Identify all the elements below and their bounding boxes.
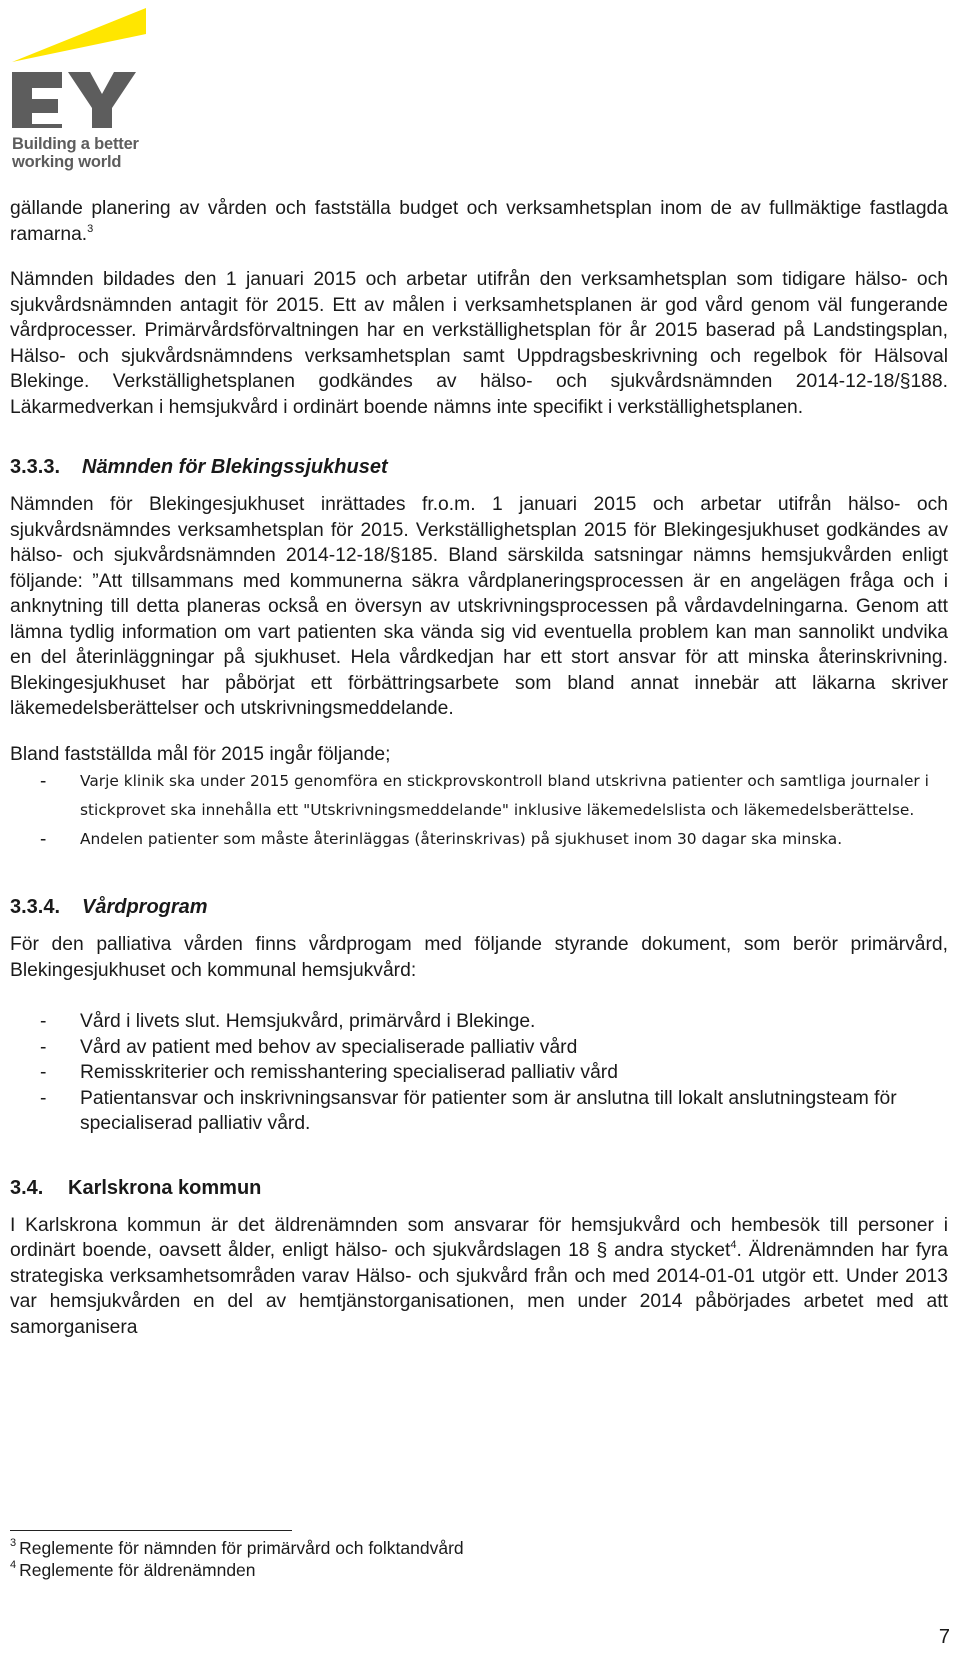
list-item: - Andelen patienter som måste återinläggas (återinskrivas) på sjukhuset inom 30 dagar ska minska.: [40, 829, 843, 850]
ey-tagline-line2: working world: [12, 153, 122, 171]
section-334-paragraph: För den palliativa vården finns vårdprogam med följande styrande dokument, som berör primärvård, Blekingesjukhuset och kommunal hemsjukvård:: [10, 934, 948, 981]
ey-tagline: [12, 135, 139, 171]
ey-logo-letter-e: [12, 72, 62, 128]
ey-tagline-line1: Building a better: [12, 135, 139, 153]
heading-title: Nämnden för Blekingssjukhuset: [82, 456, 388, 478]
ey-logo-mark: [10, 4, 160, 129]
goals-intro: Bland fastställda mål för 2015 ingår följande;: [10, 743, 391, 765]
footnote-ref-3[interactable]: 3: [87, 222, 94, 235]
document-body: [10, 196, 948, 1340]
footnote-4: $^4$ Reglemente för äldrenämnden: [10, 1559, 256, 1580]
list-item: - Remisskriterier och remisshantering specialiserad palliativ vård: [40, 1062, 618, 1083]
section-34-paragraph: I Karlskrona kommun är det äldrenämnden som ansvarar för hemsjukvård och hembesök till personer i ordinärt boende, oavsett ålder, enligt hälso- och sjukvårdslagen 18 § andra stycket$^4$. Äldrenämnden har fyra strategiska verksamhetsområden varav Hälso- och sjukvård från och med 2014-01-01 utgör ett. Under 2013 var hemsjukvården en del av hemtjänstorganisationen, men under 2014 påbörjades arbetet med att samorganisera: [10, 1214, 948, 1338]
heading-number: 3.3.3.: [10, 456, 61, 478]
ey-logo: [10, 4, 160, 174]
list-item: - Vård i livets slut. Hemsjukvård, primärvård i Blekinge.: [40, 1011, 536, 1032]
heading-title: Vårdprogram: [82, 896, 208, 918]
ey-logo-letter-y: [68, 72, 136, 128]
heading-3-4: [10, 1175, 948, 1201]
heading-3-3-4: [10, 894, 948, 920]
footnote-separator: [10, 1530, 292, 1531]
heading-number: 3.3.4.: [10, 896, 61, 918]
list-item: - Vård av patient med behov av specialiserade palliativ vård: [40, 1036, 578, 1058]
footnote-3: $^3$ Reglemente för nämnden för primärvård och folktandvård: [10, 1537, 464, 1558]
heading-title: Karlskrona kommun: [68, 1176, 262, 1199]
heading-number: 3.4.: [10, 1176, 44, 1199]
heading-3-3-3: [10, 454, 948, 480]
page-number: 7: [938, 1626, 950, 1648]
vardprogram-list: [10, 1009, 948, 1137]
goals-list: [10, 767, 948, 854]
footnote-ref-4[interactable]: 4: [730, 1239, 737, 1251]
intro-paragraph-2: Nämnden bildades den 1 januari 2015 och arbetar utifrån den verksamhetsplan som tidigare hälso- och sjukvårdsnämnden antagit för 2015. Ett av målen i verksamhetsplanen är god vård genom väl fungerande vårdprocesser. Primärvårdsförvaltningen har en verkställighetsplan för år 2015 baserad på Landstingsplan, Hälso- och sjukvårdsnämndens verksamhetsplan samt Uppdragsbeskrivning och regelbok för Hälsoval Blekinge. Verkställighetsplanen godkändes av hälso- och sjukvårdsnämnden 2014-12-18/§188. Läkarmedverkan i hemsjukvård i ordinärt boende nämns inte specifikt i verkställighetsplanen.: [10, 269, 948, 418]
list-item: - Varje klinik ska under 2015 genomföra en stickprovskontroll bland utskrivna patienter och samtliga journaler i stickprovet ska innehålla ett "Utskrivningsmeddelande" inklusive läkemedelslista och läkemedelsberättelse.: [40, 771, 929, 819]
section-333-paragraph: Nämnden för Blekingesjukhuset inrättades fr.o.m. 1 januari 2015 och arbetar utifrån hälso- och sjukvårdsnämndes verksamhetsplan för 2015. Verkställighetsplan 2015 för Blekingesjukhuset godkändes av hälso- och sjukvårdsnämnden 2014-12-18/§185. Bland särskilda satsningar nämns hemsjukvården enligt följande: ”Att tillsammans med kommunerna säkra vårdplaneringsprocessen är en angelägen fråga och i anknytning till detta planeras också en översyn av utskrivningsprocessen på vårdavdelningarna. Genom att lämna tydlig information om vart patienten ska vända sig vid eventuella problem kan man sannolikt undvika en del återinläggningar på sjukhuset. Hela vårdkedjan har ett stort ansvar för att minska återinskrivning. Blekingesjukhuset har påbörjat ett förbättringsarbete som bland annat innebär att läkarna skriver läkemedelsberättelser och utskrivningsmeddelande.: [10, 494, 948, 719]
footnotes: [10, 1537, 464, 1581]
list-item: - Patientansvar och inskrivningsansvar för patienter som är anslutna till lokalt anslutningsteam för specialiserad palliativ vård.: [40, 1087, 897, 1134]
ey-logo-beam: [12, 8, 146, 62]
intro-paragraph-1: gällande planering av vården och fastställa budget och verksamhetsplan inom de av fullmäktige fastlagda ramarna.$^3$: [10, 198, 948, 245]
